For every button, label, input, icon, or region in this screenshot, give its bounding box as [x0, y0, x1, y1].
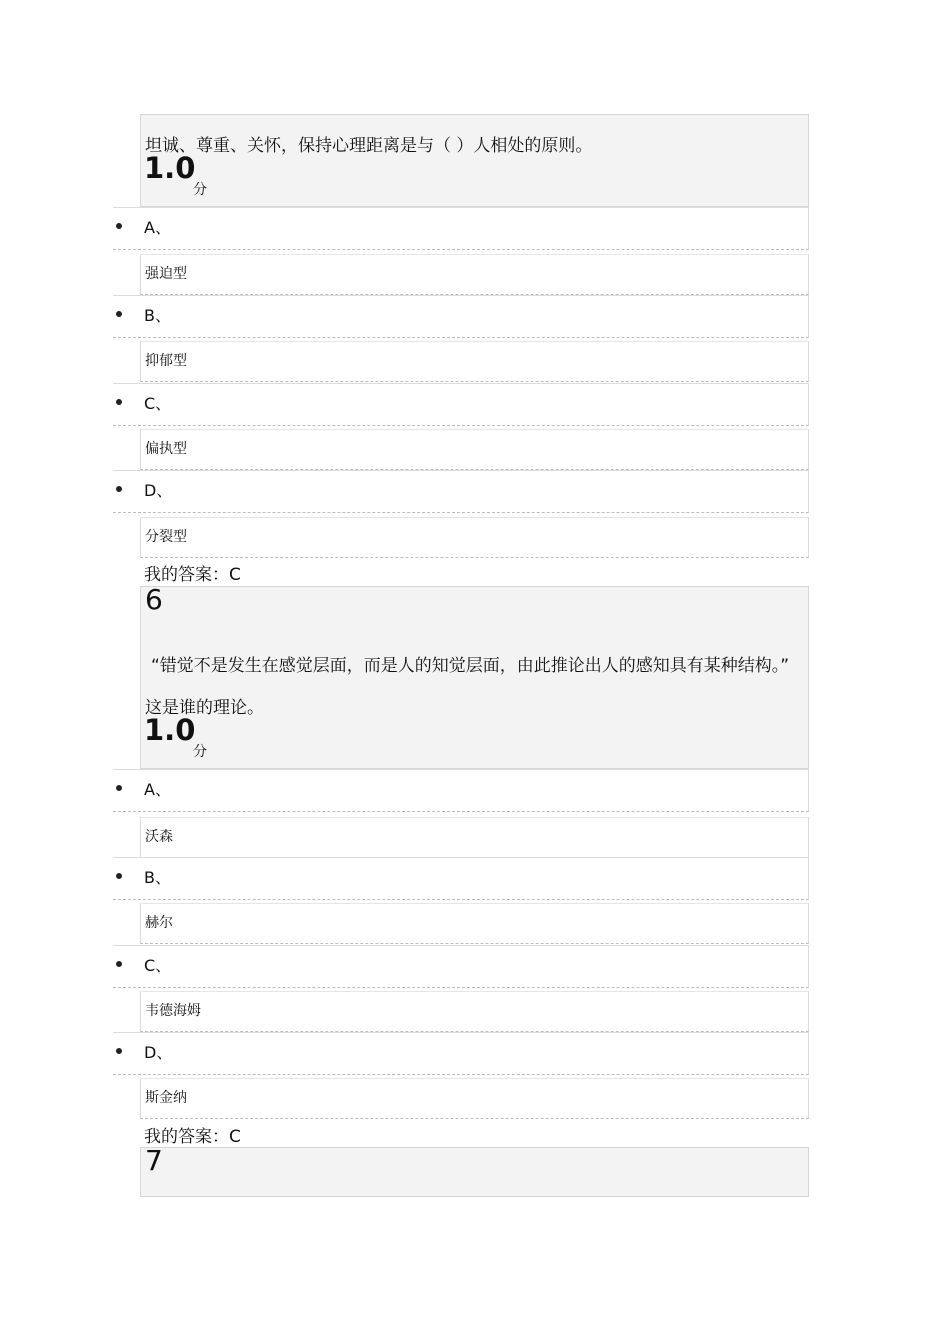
- question-5-score-unit: 分: [193, 182, 207, 198]
- option-text: 沃森: [145, 829, 173, 845]
- q6-option-d-text-row: [140, 1078, 809, 1119]
- option-text: 分裂型: [145, 529, 187, 545]
- question-6-box: [140, 583, 809, 769]
- bullet-icon: [116, 399, 122, 405]
- option-text: 抑郁型: [145, 353, 187, 369]
- question-6-text-line1: “错觉不是发生在感觉层面，而是人的知觉层面，由此推论出人的感知具有某种结构。”: [151, 656, 790, 676]
- q5-option-d-text-row: [140, 517, 809, 558]
- option-text: 强迫型: [145, 266, 187, 282]
- q5-option-a[interactable]: [113, 207, 809, 250]
- option-text: 韦德海姆: [145, 1003, 201, 1019]
- bullet-icon: [116, 873, 122, 879]
- q5-option-a-text-row: [140, 254, 809, 295]
- q6-option-d[interactable]: [113, 1032, 809, 1075]
- q5-option-c-text-row: [140, 429, 809, 470]
- question-5-score: 1.0: [144, 151, 196, 185]
- q6-option-a-text-row: [140, 817, 809, 858]
- option-letter: A、: [144, 218, 171, 237]
- question-6-score-unit: 分: [193, 744, 207, 760]
- option-letter: B、: [144, 868, 171, 887]
- q6-option-a[interactable]: [113, 769, 809, 812]
- q6-option-b[interactable]: [113, 857, 809, 900]
- question-5-box: [140, 114, 809, 207]
- q5-my-answer: 我的答案：C: [144, 565, 241, 585]
- q5-option-d[interactable]: [113, 470, 809, 513]
- option-letter: C、: [144, 394, 172, 413]
- bullet-icon: [116, 223, 122, 229]
- q5-option-c[interactable]: [113, 383, 809, 426]
- question-6-number: 6: [145, 583, 163, 616]
- question-5-text: 坦诚、尊重、关怀，保持心理距离是与（ ）人相处的原则。: [145, 136, 593, 156]
- option-letter: C、: [144, 956, 172, 975]
- question-6-score: 1.0: [144, 713, 196, 747]
- question-7-number: 7: [145, 1144, 163, 1177]
- q6-my-answer: 我的答案：C: [144, 1127, 241, 1147]
- bullet-icon: [116, 486, 122, 492]
- bullet-icon: [116, 785, 122, 791]
- option-letter: A、: [144, 780, 171, 799]
- q6-option-b-text-row: [140, 903, 809, 944]
- bullet-icon: [116, 1048, 122, 1054]
- q5-option-b-text-row: [140, 341, 809, 382]
- bullet-icon: [116, 961, 122, 967]
- q6-option-c-text-row: [140, 991, 809, 1032]
- option-text: 偏执型: [145, 441, 187, 457]
- question-6-text-line2: 这是谁的理论。: [145, 698, 264, 718]
- q5-option-b[interactable]: [113, 295, 809, 338]
- option-text: 赫尔: [145, 915, 173, 931]
- q6-option-c[interactable]: [113, 945, 809, 988]
- option-letter: D、: [144, 481, 173, 500]
- bullet-icon: [116, 311, 122, 317]
- option-letter: D、: [144, 1043, 173, 1062]
- option-letter: B、: [144, 306, 171, 325]
- question-7-box: [140, 1144, 809, 1197]
- option-text: 斯金纳: [145, 1090, 187, 1106]
